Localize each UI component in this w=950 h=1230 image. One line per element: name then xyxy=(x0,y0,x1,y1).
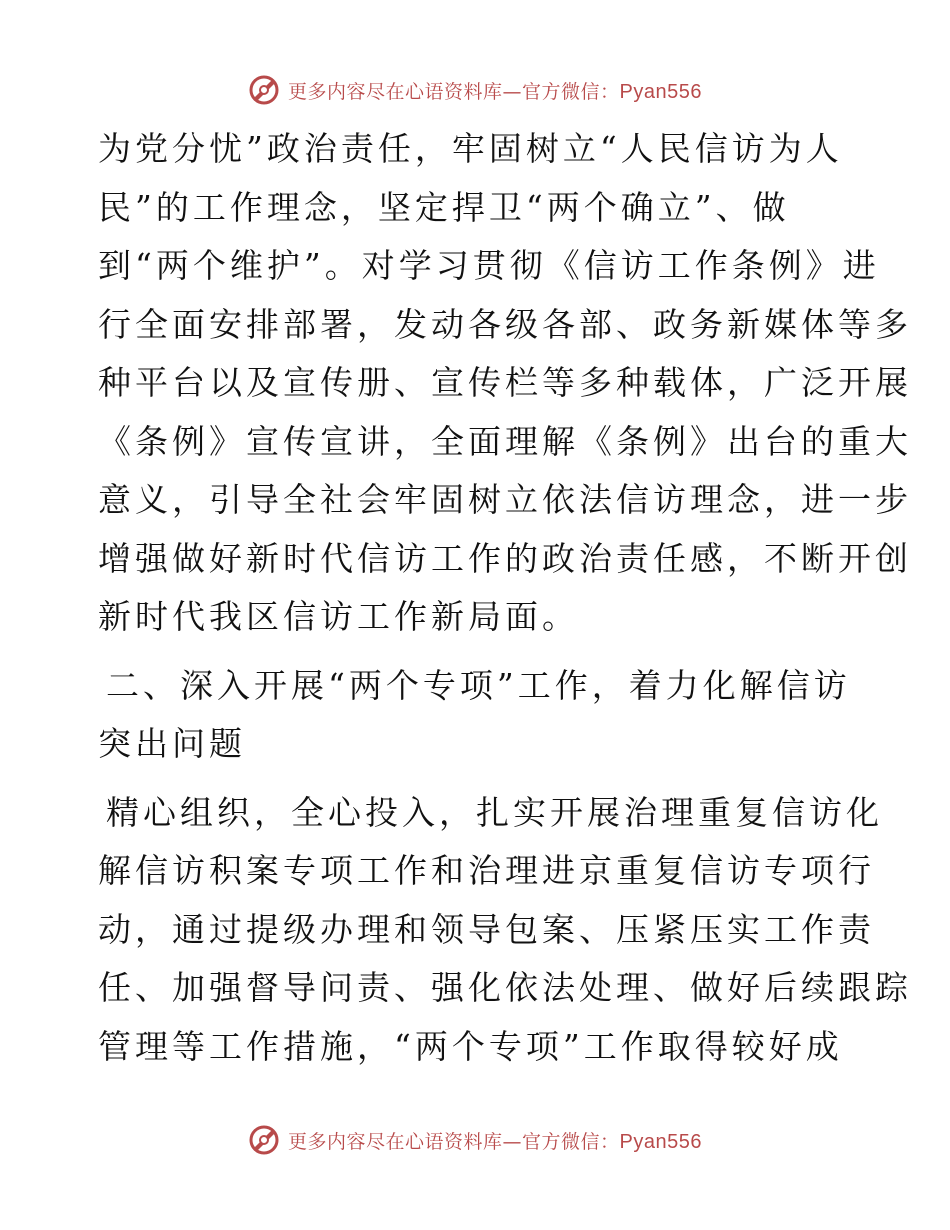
watermark-text: 更多内容尽在心语资料库—官方微信：Pyan556 xyxy=(288,80,702,103)
text-line: 意义，引导全社会牢固树立依法信访理念，进一步 xyxy=(98,480,912,519)
text-line: 增强做好新时代信访工作的政治责任感，不断开创 xyxy=(98,538,912,578)
text-line: 管理等工作措施，“两个专项”工作取得较好成 xyxy=(98,1026,843,1066)
document-body xyxy=(98,120,912,1076)
logo-icon xyxy=(248,74,280,106)
logo-icon xyxy=(248,1124,280,1156)
heading-line: 突出问题 xyxy=(98,724,246,763)
text-line: 动，通过提级办理和领导包案、压紧压实工作责 xyxy=(98,909,875,949)
paragraph-1 xyxy=(98,120,912,647)
watermark-banner-bottom xyxy=(0,1120,950,1160)
text-line: 新时代我区信访工作新局面。 xyxy=(98,597,579,636)
text-line: 到“两个维护”。对学习贯彻《信访工作条例》进 xyxy=(98,246,880,285)
watermark-text: 更多内容尽在心语资料库—官方微信：Pyan556 xyxy=(288,1130,702,1153)
text-line: 精心组织，全心投入，扎实开展治理重复信访化 xyxy=(106,792,883,832)
heading-line: 二、深入开展“两个专项”工作，着力化解信访 xyxy=(106,665,851,705)
section-heading xyxy=(98,657,858,774)
text-line: 任、加强督导问责、强化依法处理、做好后续跟踪 xyxy=(98,968,912,1007)
text-line: 解信访积案专项工作和治理进京重复信访专项行 xyxy=(98,851,875,890)
text-line: 为党分忧”政治责任，牢固树立“人民信访为人 xyxy=(98,129,843,168)
paragraph-2 xyxy=(98,784,912,1077)
watermark-banner-top xyxy=(0,70,950,110)
text-line: 种平台以及宣传册、宣传栏等多种载体，广泛开展 xyxy=(98,363,912,402)
text-line: 民”的工作理念，坚定捍卫“两个确立”、做 xyxy=(98,187,790,227)
text-line: 《条例》宣传宣讲，全面理解《条例》出台的重大 xyxy=(98,421,912,461)
text-line: 行全面安排部署，发动各级各部、政务新媒体等多 xyxy=(98,304,912,344)
